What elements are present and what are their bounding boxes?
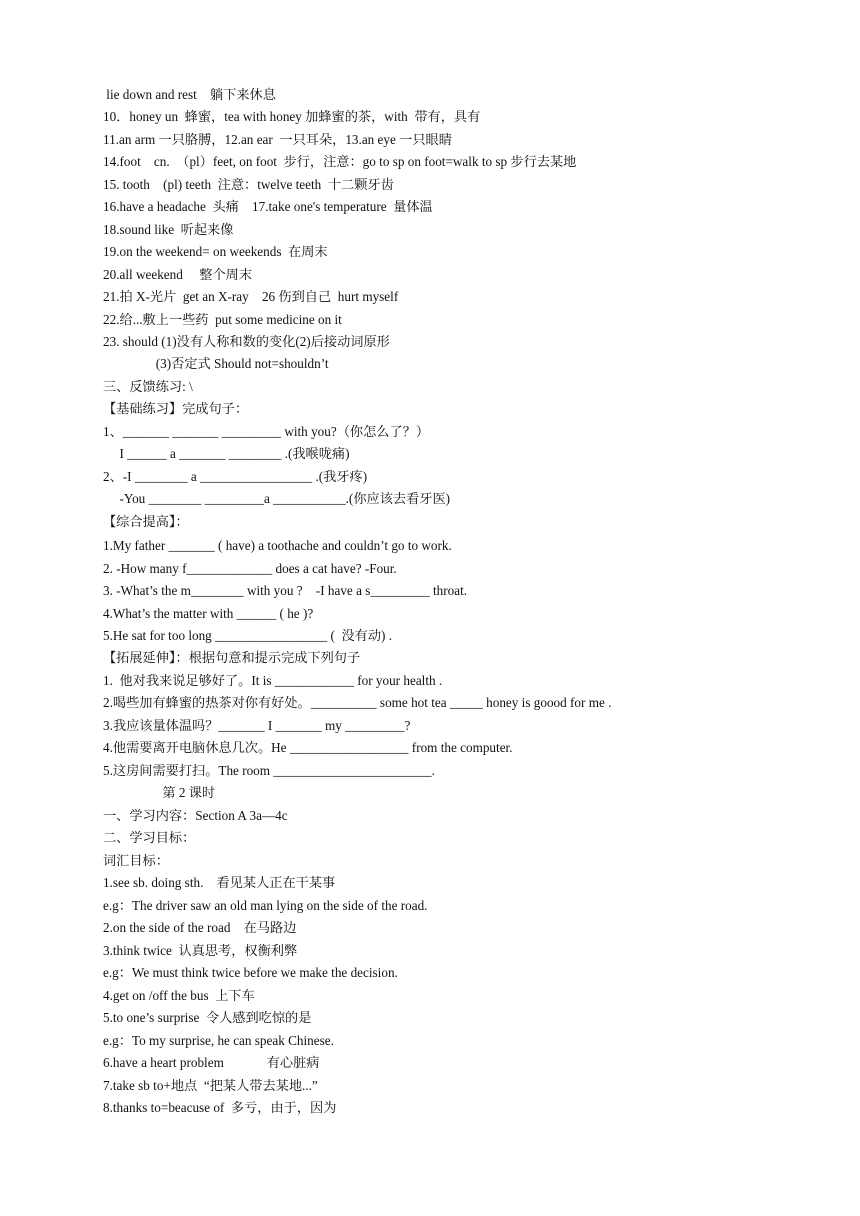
text-line: 7.take sb to+地点 “把某人带去某地...”: [103, 1078, 318, 1093]
text-line: 6.have a heart problem 有心脏病: [103, 1055, 320, 1070]
section-heading: 一、学习内容：Section A 3a—4c: [103, 808, 288, 823]
subsection-heading: 词汇目标：: [103, 853, 169, 868]
text-line: 5.to one’s surprise 令人感到吃惊的是: [103, 1010, 312, 1025]
exercise-line: 4.What’s the matter with ______ ( he )?: [103, 606, 314, 621]
exercise-line: 1.My father _______ ( have) a toothache and couldn’t go to work.: [103, 538, 452, 553]
text-line: 16.have a headache 头痛 17.take one's temperature 量体温: [103, 199, 433, 214]
subsection-heading: 【拓展延伸】：根据句意和提示完成下列句子: [103, 650, 361, 665]
text-line: 14.foot cn. （pl）feet, on foot 步行，注意：go to sp on foot=walk to sp 步行去某地: [103, 154, 577, 169]
lesson-title: 第 2 课时: [103, 785, 216, 800]
text-line: e.g：To my surprise, he can speak Chinese.: [103, 1033, 334, 1048]
text-line: (3)否定式 Should not=shouldn’t: [103, 356, 329, 371]
section-heading: 三、反馈练习: \: [103, 379, 193, 394]
text-line: 21.拍 X-光片 get an X-ray 26 伤到自己 hurt myself: [103, 289, 399, 304]
exercise-line: 1、_______ _______ _________ with you?（你怎么了？）: [103, 424, 430, 439]
text-line: 19.on the weekend= on weekends 在周末: [103, 244, 328, 259]
exercise-line: 1. 他对我来说足够好了。It is ____________ for your health .: [103, 673, 443, 688]
text-line: e.g：The driver saw an old man lying on the side of the road.: [103, 898, 428, 913]
exercise-line: 2、-I ________ a _________________ .(我牙疼): [103, 469, 368, 484]
exercise-line: 5.这房间需要打扫。The room ________________________.: [103, 763, 435, 778]
text-line: 4.get on /off the bus 上下车: [103, 988, 255, 1003]
text-line: 11.an arm 一只胳膊，12.an ear 一只耳朵，13.an eye 一只眼睛: [103, 132, 452, 147]
exercise-line: 3.我应该量体温吗？_______ I _______ my _________?: [103, 718, 411, 733]
exercise-line: 2. -How many f_____________ does a cat have? -Four.: [103, 561, 397, 576]
text-line: 23. should (1)没有人称和数的变化(2)后接动词原形: [103, 334, 390, 349]
text-line: 8.thanks to=beacuse of 多亏，由于，因为: [103, 1100, 337, 1115]
text-line: 15. tooth (pl) teeth 注意：twelve teeth 十二颗牙齿: [103, 177, 394, 192]
exercise-line: -You ________ _________a ___________.(你应该去看牙医): [103, 491, 451, 506]
text-line: e.g：We must think twice before we make the decision.: [103, 965, 398, 980]
text-line: 20.all weekend 整个周末: [103, 267, 253, 282]
text-line: 18.sound like 听起来像: [103, 222, 234, 237]
section-heading: 二、学习目标：: [103, 830, 196, 845]
exercise-line: 4.他需要离开电脑休息几次。He __________________ from the computer.: [103, 740, 513, 755]
text-line: 2.on the side of the road 在马路边: [103, 920, 297, 935]
subsection-heading: 【综合提高】：: [103, 514, 189, 529]
exercise-line: 5.He sat for too long _________________ ( 没有动) .: [103, 628, 392, 643]
text-line: 1.see sb. doing sth. 看见某人正在干某事: [103, 875, 336, 890]
exercise-line: 3. -What’s the m________ with you ? -I have a s_________ throat.: [103, 583, 468, 598]
text-line: lie down and rest 躺下来休息: [103, 87, 276, 102]
text-line: 3.think twice 认真思考，权衡利弊: [103, 943, 298, 958]
subsection-heading: 【基础练习】完成句子：: [103, 401, 249, 416]
text-line: 22.给...敷上一些药 put some medicine on it: [103, 312, 342, 327]
text-line: 10．honey un 蜂蜜，tea with honey 加蜂蜜的茶，with 带有，具有: [103, 109, 481, 124]
exercise-line: 2.喝些加有蜂蜜的热茶对你有好处。__________ some hot tea _____ honey is goood for me .: [103, 695, 612, 710]
exercise-line: I ______ a _______ ________ .(我喉咙痛): [103, 446, 350, 461]
